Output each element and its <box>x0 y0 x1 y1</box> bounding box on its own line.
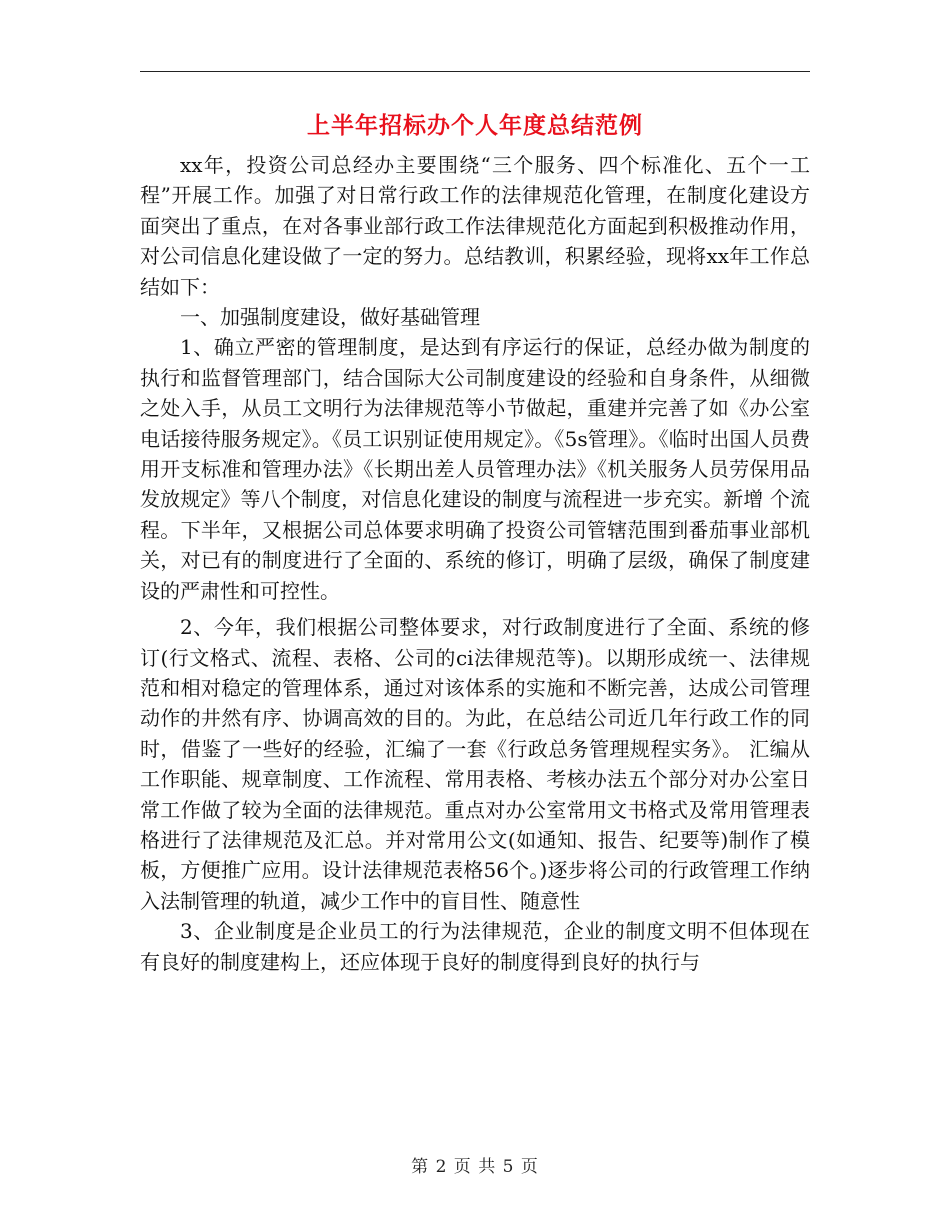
document-body <box>140 150 810 977</box>
paragraph-item-1: 1、确立严密的管理制度，是达到有序运行的保证，总经办做为制度的执行和监督管理部门，结合国际大公司制度建设的经验和自身条件，从细微之处入手，从员工文明行为法律规范等小节做起，重建并完善了如《办公室电话接待服务规定》。《员工识别证使用规定》。《5s管理》。《临时出国人员费用开支标准和管理办法》《长期出差人员管理办法》《机关服务人员劳保用品发放规定》等八个制度，对信息化建设的制度与流程进一步充实。新增 个流程。下半年，又根据公司总体要求明确了投资公司管辖范围到番茄事业部机关，对已有的制度进行了全面的、系统的修订，明确了层级，确保了制度建设的严肃性和可控性。 <box>140 335 810 603</box>
paragraph-item-3: 3、企业制度是企业员工的行为法律规范，企业的制度文明不但体现在有良好的制度建构上，还应体现于良好的制度得到良好的执行与 <box>140 919 810 974</box>
page-number-footer: 第 2 页 共 5 页 <box>411 1157 539 1177</box>
header-rule <box>140 71 810 72</box>
paragraph-item-2: 2、今年，我们根据公司整体要求，对行政制度进行了全面、系统的修订(行文格式、流程、表格、公司的ci法律规范等)。以期形成统一、法律规范和相对稳定的管理体系，通过对该体系的实施和不断完善，达成公司管理动作的井然有序、协调高效的目的。为此，在总结公司近几年行政工作的同时，借鉴了一些好的经验，汇编了一套《行政总务管理规程实务》。 汇编从工作职能、规章制度、工作流程、常用表格、考核办法五个部分对办公室日常工作做了较为全面的法律规范。重点对办公室常用文书格式及常用管理表格进行了法律规范及汇总。并对常用公文(如通知、报告、纪要等)制作了模板，方便推广应用。设计法律规范表格56个。)逐步将公司的行政管理工作纳入法制管理的轨道，减少工作中的盲目性、随意性 <box>140 615 810 913</box>
section-heading-1: 一、加强制度建设，做好基础管理 <box>180 305 480 330</box>
paragraph-intro: xx年，投资公司总经办主要围绕“三个服务、四个标准化、五个一工程”开展工作。加强了对日常行政工作的法律规范化管理，在制度化建设方面突出了重点，在对各事业部行政工作法律规范化方面起到积极推动作用，对公司信息化建设做了一定的努力。总结教训，积累经验，现将xx年工作总结如下： <box>140 153 810 299</box>
document-title: 上半年招标办个人年度总结范例 <box>307 112 643 139</box>
